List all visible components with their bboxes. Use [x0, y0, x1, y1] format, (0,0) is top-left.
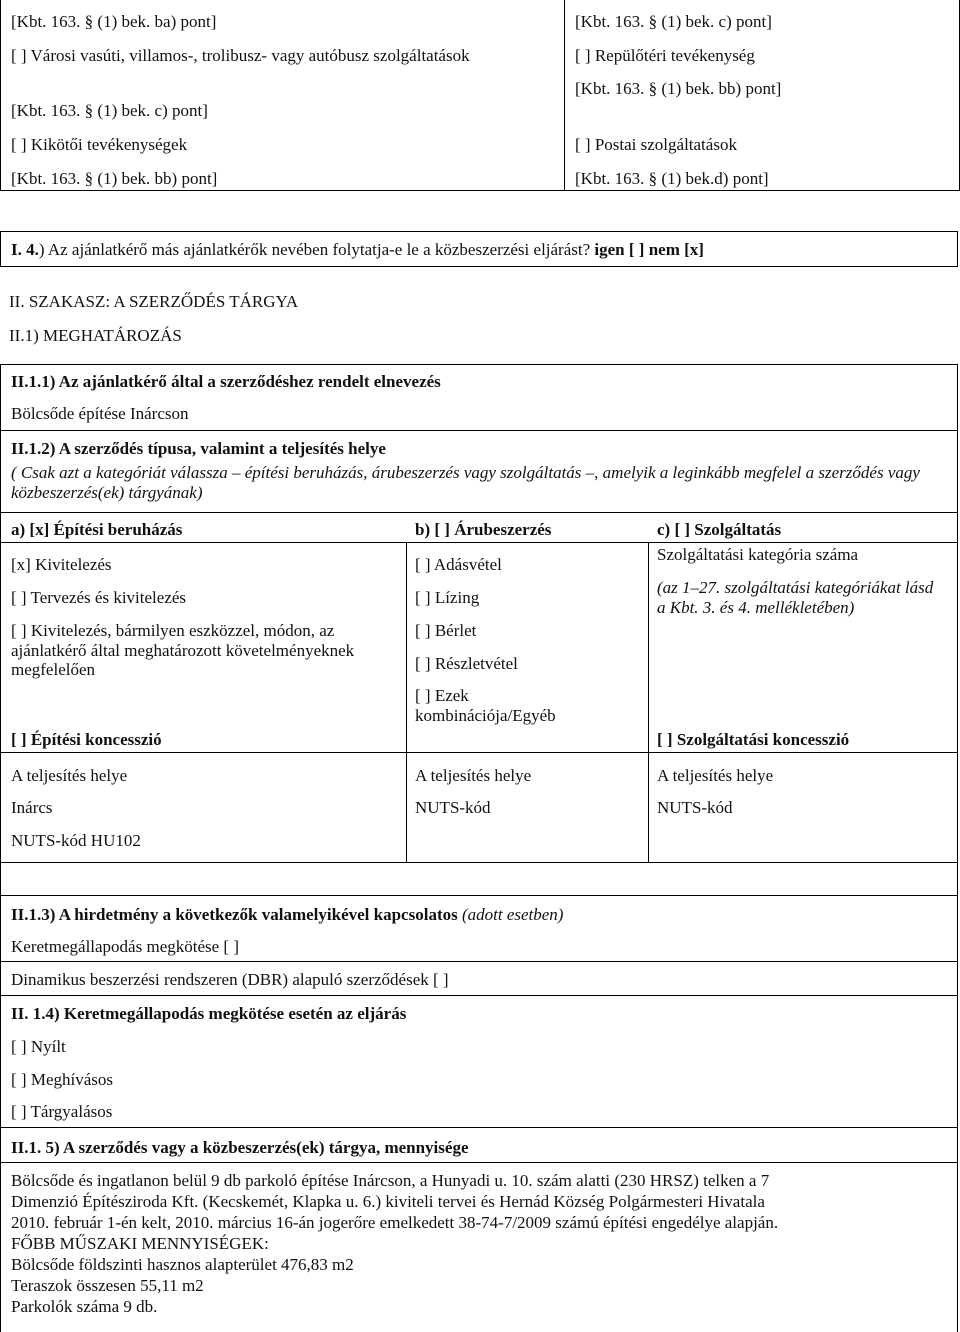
ii11-value: Bölcsőde építése Inárcson	[11, 404, 189, 423]
ii14-negotiated: [ ] Tárgyalásos	[11, 1102, 113, 1121]
divider-ii13-a	[0, 961, 958, 962]
ii15-line: Dimenzió Építésziroda Kft. (Kecskemét, Klapka u. 6.) kiviteli tervei és Hernád Község Polgármesteri Hivatala	[11, 1192, 765, 1211]
ii15-line: Bölcsőde és ingatlanon belül 9 db parkoló építése Inárcson, a Hunyadi u. 10. szám alatti (230 HRSZ) telken a 7	[11, 1171, 770, 1190]
ii15-line: FŐBB MŰSZAKI MENNYISÉGEK:	[11, 1234, 269, 1253]
col-c-place-label: A teljesítés helye	[657, 766, 774, 785]
col-a-item-design-execution: [ ] Tervezés és kivitelezés	[11, 588, 187, 607]
col-c-header: c) [ ] Szolgáltatás	[657, 520, 782, 539]
divider-ii15-body	[0, 1162, 958, 1163]
col-c-category: Szolgáltatási kategória száma	[657, 545, 859, 564]
col-b-item-installment: [ ] Részletvétel	[415, 654, 518, 673]
left-ref-3: [Kbt. 163. § (1) bek. bb) pont]	[11, 169, 218, 188]
ii13-heading-text: II.1.3) A hirdetmény a következők valamelyikével kapcsolatos	[11, 905, 458, 924]
divider-table-bottom	[0, 862, 958, 863]
col-divider-bc	[648, 542, 649, 752]
col-a-place: Inárcs	[11, 798, 53, 817]
col-divider-bc-2	[648, 752, 649, 862]
col-a-nuts: NUTS-kód HU102	[11, 831, 141, 850]
i4-text: ) Az ajánlatkérő más ajánlatkérők nevében folytatja-e le a közbeszerzési eljárást?	[38, 240, 591, 259]
divider-ii15	[0, 1127, 958, 1128]
ii11-heading: II.1.1) Az ajánlatkérő által a szerződéshez rendelt elnevezés	[11, 372, 441, 391]
col-divider-ab-2	[406, 752, 407, 862]
col-b-item-purchase: [ ] Adásvétel	[415, 555, 502, 574]
left-ref-1: [Kbt. 163. § (1) bek. ba) pont]	[11, 12, 217, 31]
ii15-heading: II.1. 5) A szerződés vagy a közbeszerzés(ek) tárgya, mennyisége	[11, 1138, 469, 1157]
col-b-nuts: NUTS-kód	[415, 798, 491, 817]
col-b-place-label: A teljesítés helye	[415, 766, 532, 785]
col-a-place-label: A teljesítés helye	[11, 766, 128, 785]
right-option-airport: [ ] Repülőtéri tevékenység	[575, 46, 755, 65]
col-b-item-leasing: [ ] Lízing	[415, 588, 480, 607]
divider-ii14	[0, 995, 958, 996]
right-ref-3: [Kbt. 163. § (1) bek.d) pont]	[575, 169, 769, 188]
i4-answer: igen [ ] nem [x]	[594, 240, 704, 259]
left-option-port: [ ] Kikötői tevékenységek	[11, 135, 188, 154]
divider-col-headers	[0, 542, 958, 543]
top-box-divider	[564, 0, 565, 191]
ii15-line: Bölcsőde földszinti hasznos alapterület 476,83 m2	[11, 1255, 354, 1274]
i4-label: I. 4.	[11, 240, 39, 259]
col-c-category-note: (az 1–27. szolgáltatási kategóriákat lásd a Kbt. 3. és 4. mellékletében)	[657, 578, 934, 617]
ii12-heading: II.1.2) A szerződés típusa, valamint a teljesítés helye	[11, 439, 386, 458]
col-b-item-rental: [ ] Bérlet	[415, 621, 477, 640]
col-b-item-other: [ ] Ezek kombinációja/Egyéb	[415, 686, 556, 725]
ii14-open: [ ] Nyílt	[11, 1037, 66, 1056]
i4-question	[11, 240, 704, 260]
ii14-restricted: [ ] Meghívásos	[11, 1070, 113, 1089]
ii12-note: ( Csak azt a kategóriát válassza – építési beruházás, árubeszerzés vagy szolgáltatás –, amelyik a leginkább megfelel a szerződés vagy közbeszerzés(ek) tárgyának)	[11, 463, 920, 502]
col-a-header: a) [x] Építési beruházás	[11, 520, 183, 539]
ii15-body	[11, 1170, 951, 1317]
ii13-dbr: Dinamikus beszerzési rendszeren (DBR) alapuló szerződések [ ]	[11, 970, 449, 989]
section-title: II. SZAKASZ: A SZERZŐDÉS TÁRGYA	[9, 292, 299, 311]
left-option-urban-transport: [ ] Városi vasúti, villamos-, trolibusz- vagy autóbusz szolgáltatások	[11, 46, 470, 65]
left-ref-2: [Kbt. 163. § (1) bek. c) pont]	[11, 101, 208, 120]
col-a-concession: [ ] Építési koncesszió	[11, 730, 162, 749]
ii13-framework: Keretmegállapodás megkötése [ ]	[11, 937, 239, 956]
col-b-header: b) [ ] Árubeszerzés	[415, 520, 552, 539]
col-a-item-any-means: [ ] Kivitelezés, bármilyen eszközzel, módon, az ajánlatkérő által meghatározott követelményeknek megfelelően	[11, 621, 355, 680]
divider-ii11	[0, 430, 958, 431]
divider-table-top	[0, 512, 958, 513]
ii13-heading-note: (adott esetben)	[461, 905, 564, 924]
col-c-concession: [ ] Szolgáltatási koncesszió	[657, 730, 850, 749]
right-ref-2: [Kbt. 163. § (1) bek. bb) pont]	[575, 79, 782, 98]
col-divider-ab	[406, 542, 407, 752]
ii15-line: Parkolók száma 9 db.	[11, 1297, 158, 1316]
divider-ii13	[0, 895, 958, 896]
section-subtitle: II.1) MEGHATÁROZÁS	[9, 326, 182, 345]
divider-place	[0, 752, 958, 753]
right-option-postal: [ ] Postai szolgáltatások	[575, 135, 737, 154]
ii15-line: Teraszok összesen 55,11 m2	[11, 1276, 204, 1295]
col-c-nuts: NUTS-kód	[657, 798, 733, 817]
ii13-heading	[11, 905, 563, 925]
right-ref-1: [Kbt. 163. § (1) bek. c) pont]	[575, 12, 772, 31]
ii14-heading: II. 1.4) Keretmegállapodás megkötése esetén az eljárás	[11, 1004, 407, 1023]
col-a-item-execution: [x] Kivitelezés	[11, 555, 112, 574]
ii15-line: 2010. február 1-én kelt, 2010. március 16-án jogerőre emelkedett 38-74-7/2009 számú építési engedélye alapján.	[11, 1213, 779, 1232]
